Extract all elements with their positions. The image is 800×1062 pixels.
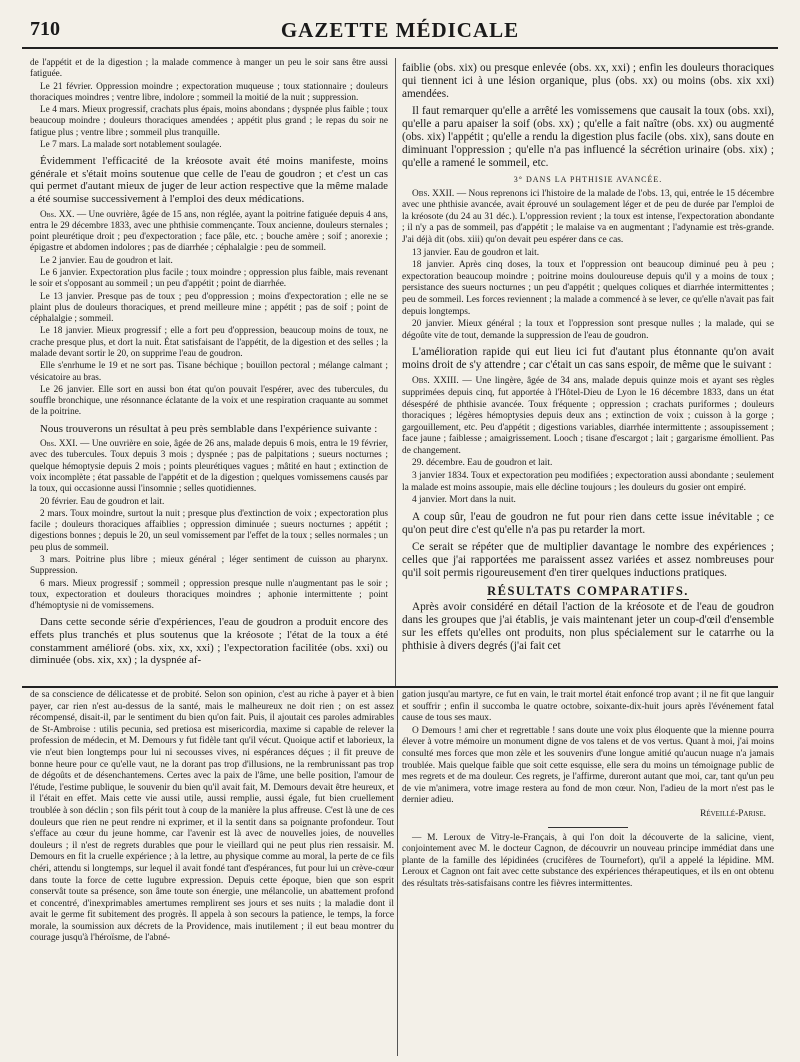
- body-paragraph: — M. Leroux de Vitry-le-Français, à qui l'on doit la découverte de la salicine, vient, conjointement avec M. le docteur Cagnon, de découvrir un nouveau principe immédiat dans une plante de la famille des lépidinées (crucifères de Tournefort), qu'il a appelé la lépidine. MM. Leroux et Cagnon ont fait avec cette substance des expériences thérapeutiques, et ils en ont obtenu des résultats très-satisfaisans contre les fièvres intermittentes.: [402, 832, 774, 889]
- page-number: 710: [30, 18, 60, 40]
- body-paragraph: 3 janvier 1834. Toux et expectoration peu modifiées ; expectoration aussi abondante ; seulement la malade est moins assoupie, mais elle décline toujours ; les douleurs du gosier ont empiré.: [402, 471, 774, 493]
- separator-rule: [548, 827, 628, 828]
- body-paragraph: Le 13 janvier. Presque pas de toux ; peu d'oppression ; moins d'expectoration ; elle ne se plaint plus de douleurs thoraciques, et prend meilleure mine ; appétit ; pas de soif ; point de céphalalgie ; sommeil.: [30, 291, 388, 325]
- commentary-paragraph: Évidemment l'efficacité de la kréosote avait été moins manifeste, moins générale et s'était moins soutenue que celle de l'eau de goudron ; et c'est un cas qui permet d'autant mieux de juger de leur action respective que la même malade a été soumise successivement à l'emploi des deux médications.: [30, 155, 388, 205]
- body-paragraph: de sa conscience de délicatesse et de probité. Selon son opinion, c'est au riche à payer et à bien payer, car rien n'est au-dessus de la santé, mais le malheureux ne doit rien ; on est assez récompensé, disait-il, par le sentiment du bien qu'on fait. Puis, il ajoutait ces paroles admirables de St-Ambroise : utilis pecunia, sed pretiosa est misericordia, maxime si capable de relever la profession de médecin, et M. Demours y fut fidèle tant qu'il vécut. Quoique actif et laborieux, la vie n'eut bien longtemps pour lui ni secousses vives, ni espérances déçues ; il fit preuve de bonne heure pour ce qu'elle vaut, ne la dorant pas trop d'illusions, ne la rembrunissant pas trop de dégoûts et de désenchantemens. Certes avec la paix de l'âme, une belle position, l'amour de l'étude, l'estime publique, le souvenir du bien qu'il avait fait, M. Demours devait être heureux, et il l'était en effet. Mais cette vie aussi utile, aussi remplie, aussi égale, fut bien cruellement troublée à son déclin ; son fils périt tout à coup de la manière la plus affreuse. C'est là une de ces douleurs que rien ne peut rendre ni exprimer, et il la sentit dans sa poignante profondeur. Tout s'efface au cœur du jeune homme, car l'avenir est là avec de nouvelles joies, de nouvelles douleurs ; il n'est de regrets durables que pour le vieillard qui ne peut plus rien ressaisir. M. Demours en fit la cruelle expérience ; à la lettre, au physique comme au moral, la perte de ce fils chéri, attendu si longtemps, sur lequel il avait fondé tant d'espérances, fut pour lui un crève-cœur dans toute la force de cette lugubre expression. Depuis cette époque, bien que son esprit conservât toute sa présence, son âme toute son énergie, une mélancolie, un abattement profond et concentré, d'inexprimables amertumes remplirent ses jours et ses nuits ; la maladie dont il avait le germe fit subitement des progrès. Il appela à son secours la patience, le temps, la force morale, la soumission aux décrets de la Providence, mais inutilement ; il eut beau montrer du courage jusqu'à l'héroïsme, de l'abné-: [30, 690, 394, 944]
- body-paragraph: 29. décembre. Eau de goudron et lait.: [412, 458, 553, 469]
- body-paragraph: Elle s'enrhume le 19 et ne sort pas. Tisane béchique ; bouillon pectoral ; mélange calmant ; vésicatoire au bras.: [30, 361, 388, 383]
- body-paragraph: 3 mars. Poitrine plus libre ; mieux général ; léger sentiment de cuisson au pharynx. Suppression.: [30, 555, 388, 577]
- observation-label: Obs. XXI.: [40, 439, 78, 450]
- body-paragraph: 2 mars. Toux moindre, surtout la nuit ; presque plus d'extinction de voix ; expectoration plus facile ; douleurs thoraciques affaiblies ; oppression diminuée ; sueurs nocturnes ; appétit ; digestions bonnes ; depuis le 20, un seul vomissement par l'effet de la toux ; selles normales ; un peu plus de sommeil.: [30, 508, 388, 553]
- body-paragraph: 4 janvier. Mort dans la nuit.: [412, 495, 516, 506]
- commentary-paragraph: Il faut remarquer qu'elle a arrêté les vomissemens que causait la toux (obs. xxi), qu'elle a paru apaiser la soif (obs. xx) ; qu'elle a fait naître (obs. xx) ou augmenté (obs. xix) l'appétit ; qu'elle a rendu la digestion plus facile (obs. xix), sans doute en diminuant l'oppression ; qu'elle n'a pas influencé la sécrétion urinaire (obs. xix) ; qu'elle a ramené le sommeil, etc.: [402, 105, 774, 169]
- observation-text: — Une ouvrière en soie, âgée de 26 ans, malade depuis 6 mois, entra le 19 février, avec des tubercules. Toux depuis 3 mois ; dyspnée ; pas de palpitations ; sueurs nocturnes ; quelque hémoptysie depuis 2 mois ; points pleurétiques vagues ; mâtité en haut ; extinction de voix incomplète ; état passable de l'appétit et de la digestion ; quelques vomissemens causés par la toux, qui occasionne aussi l'insomnie ; selles quotidiennes.: [30, 439, 388, 495]
- section-heading: [402, 583, 774, 598]
- body-paragraph: Le 18 janvier. Mieux progressif ; elle a fort peu d'oppression, beaucoup moins de toux, ne crache presque plus, et dort la nuit. État satisfaisant de l'appétit, de la digestion et des selles ; la malade devant sortir le 20, on supprime l'eau de goudron.: [30, 326, 388, 359]
- body-paragraph: Le 6 janvier. Expectoration plus facile ; toux moindre ; oppression plus faible, mais revenant le soir et s'opposant au sommeil ; un peu d'appétit ; point de diarrhée.: [30, 267, 388, 290]
- observation-text: — Nous reprenons ici l'histoire de la malade de l'obs. 13, qui, entrée le 15 décembre avec une phthisie avancée, avait éprouvé un soulagement léger et de peu de durée par l'emploi de la kréosote (du 24 au 31 déc.). L'oppression revient ; la toux est intense, l'expectoration abondante ; il n'y a pas de sommeil, pas d'appétit ; le malaise va en augmentant ; l'adynamie est très-grande. J'ai déjà dit (obs. xiii) qu'on devait peu espérer dans ce cas.: [402, 188, 774, 245]
- observation-text: — Une lingère, âgée de 34 ans, malade depuis quinze mois et ayant ses règles supprimées depuis cinq, fut apportée à l'Hôtel-Dieu de Lyon le 16 décembre 1833, dans un état désespéré de phthisie avancée. Toux fréquente ; oppression ; crachats puriformes ; douleurs thoraciques ; légères hémoptysies depuis deux ans ; extinction de voix ; cuisson à la gorge ; gargouillement, etc. Peu d'appétit ; digestions variables, diarrhée intermittente ; assoupissement ; face jaune ; faiblesse ; amaigrissement. Looch ; tisane d'escargot ; lait ; gargarisme émollient. Pas de changement.: [402, 376, 774, 456]
- column-divider: [395, 58, 396, 686]
- left-column: [30, 58, 388, 685]
- body-paragraph: Le 21 février. Oppression moindre ; expectoration muqueuse ; toux stationnaire ; douleurs thoraciques moindres ; ventre libre, indolore ; sommeil la moitié de la nuit ; suppression.: [30, 81, 388, 103]
- body-paragraph: 18 janvier. Après cinq doses, la toux et l'oppression ont beaucoup diminué peu à peu ; expectoration beaucoup moindre ; poitrine moins douloureuse depuis qu'il y a moins de toux ; persistance des sueurs nocturnes ; un peu d'appétit ; quelques coliques et diarrhée intermittentes ; peu de sommeil. Les forces reviennent ; la malade a commencé à se lever, ce qu'elle n'avait pas fait depuis longtemps.: [402, 260, 774, 317]
- feuilleton-right-column: [402, 690, 774, 1058]
- commentary-paragraph: Nous trouverons un résultat à peu près semblable dans l'expérience suivante :: [40, 422, 378, 435]
- body-paragraph: O Demours ! ami cher et regrettable ! sans doute une voix plus éloquente que la mienne pourra élever à votre mémoire un monument digne de vos talens et de vos vertus. Quant à moi, j'ai moins consulté mes forces que mon zèle et les souvenirs d'une longue amitié qu'aucun nuage n'a jamais troublée. Mais quelque faible que soit cette esquisse, elle sera du moins un témoignage public de mes regrets et de ma douleur. Ces regrets, je l'affirme, dureront autant que moi, car, tant qu'un peu de vie m'animera, votre image restera au fond de mon cœur. Non, l'adieu de la mort n'est pas le dernier adieu.: [402, 725, 774, 806]
- feuilleton-left-column: [30, 690, 394, 1058]
- observation-paragraph: [30, 210, 388, 255]
- page-header: [22, 6, 778, 42]
- commentary-paragraph: Dans cette seconde série d'expériences, l'eau de goudron a produit encore des effets plus tranchés et plus soutenus que la kréosote ; l'état de la toux a été constamment amélioré (obs. xix, xx, xxi) ; l'expectoration facilitée (obs. xxi) ou diminuée (obs. xix, xx) ; la dyspnée af-: [30, 616, 388, 667]
- feuilleton-rule: [22, 686, 778, 688]
- commentary-paragraph: L'amélioration rapide qui eut lieu ici fut d'autant plus étonnante qu'on avait moins droit de s'y attendre ; car c'était un cas sans espoir, de même que le suivant :: [402, 346, 774, 372]
- subsection-heading: 3° DANS LA PHTHISIE AVANCÉE.: [513, 175, 663, 184]
- body-paragraph: Le 4 mars. Mieux progressif, crachats plus épais, moins abondans ; dyspnée plus faible ; toux beaucoup moindre ; douleurs thoraciques amendées ; appétit plus grand ; le repas du soir ne fatigue plus ; ventre libre ; sommeil plus tranquille.: [30, 105, 388, 138]
- feuilleton-divider: [397, 690, 398, 1056]
- body-paragraph: Le 26 janvier. Elle sort en aussi bon état qu'on pouvait l'espérer, avec des tubercules, du souffle bronchique, une résonnance éclatante de la voix et une respiration craquante au sommet de la poitrine.: [30, 384, 388, 418]
- observation-paragraph: [30, 439, 388, 495]
- observation-paragraph: [402, 376, 774, 457]
- body-paragraph: 13 janvier. Eau de goudron et lait.: [412, 247, 540, 258]
- body-paragraph: 20 janvier. Mieux général ; la toux et l'oppression sont presque nulles ; la malade, qui se dégoûte vite de tout, demande la suppression de l'eau de goudron.: [402, 319, 774, 341]
- body-paragraph: 20 février. Eau de goudron et lait.: [40, 496, 165, 507]
- observation-label: Obs. XX.: [40, 209, 75, 220]
- journal-title: GAZETTE MÉDICALE: [280, 18, 520, 42]
- right-column: [402, 58, 774, 685]
- observation-label: Obs. XXIII.: [412, 376, 459, 387]
- body-paragraph: Le 7 mars. La malade sort notablement soulagée.: [40, 139, 222, 150]
- observation-label: Obs. XXII.: [412, 188, 455, 199]
- commentary-paragraph: faiblie (obs. xix) ou presque enlevée (obs. xx, xxi) ; enfin les douleurs thoraciques qui tiennent ici à une lésion organique, plus (obs. xx) ou moins (obs. xix xxi) amendées.: [402, 62, 774, 100]
- body-paragraph: 6 mars. Mieux progressif ; sommeil ; oppression presque nulle n'augmentant pas le soir ; toux, expectoration et douleurs thoraciques moindres ; aphonie intermittente ; point d'hémoptysie ni de vomissemens.: [30, 578, 388, 612]
- observation-text: — Une ouvrière, âgée de 15 ans, non réglée, ayant la poitrine fatiguée depuis 4 ans, entra le 29 décembre 1833, avec une phthisie commençante. Toux ancienne, douleurs sternales ; point pleurétique droit ; peu d'expectoration ; face pâle, etc. ; bouche amère ; soif ; anorexie ; épigastre et abdomen indolores ; pas de diarrhée ; céphalalgie : peu de sommeil.: [30, 209, 388, 254]
- body-paragraph: Le 2 janvier. Eau de goudron et lait.: [40, 255, 173, 266]
- commentary-paragraph: Ce serait se répéter que de multiplier davantage le nombre des expériences ; celles que j'ai rapportées me paraissent assez variées et assez nombreuses pour qu'il soit permis rigoureusement d'en tirer quelques inductions pratiques.: [402, 540, 774, 579]
- body-paragraph: de l'appétit et de la digestion ; la malade commence à manger un peu le soir sans être aussi fatiguée.: [30, 58, 388, 80]
- observation-paragraph: [402, 189, 774, 247]
- commentary-paragraph: A coup sûr, l'eau de goudron ne fut pour rien dans cette issue inévitable ; ce qu'on peut dire c'est qu'elle n'a pas pu retarder la mort.: [402, 510, 774, 536]
- commentary-paragraph: Après avoir considéré en détail l'action de la kréosote et de l'eau de goudron dans les groupes que j'ai établis, je vais maintenant jeter un coup-d'œil d'ensemble sur les effets qu'elles ont produits, non plus spécialement sur le catarrhe ou la phthisie à divers degrés (j'ai fait cet: [402, 601, 774, 653]
- section-heading-text: RÉSULTATS COMPARATIFS.: [487, 583, 689, 598]
- body-paragraph: gation jusqu'au martyre, ce fut en vain, le trait mortel était enfoncé trop avant ; il ne fit que languir et souffrir ; enfin il succomba le quatre octobre, soixante-dix-huit jours après l'événement fatal cause de tous ses maux.: [402, 690, 774, 724]
- header-rule: [22, 47, 778, 49]
- author-signature: Réveillé-Parise.: [700, 808, 766, 819]
